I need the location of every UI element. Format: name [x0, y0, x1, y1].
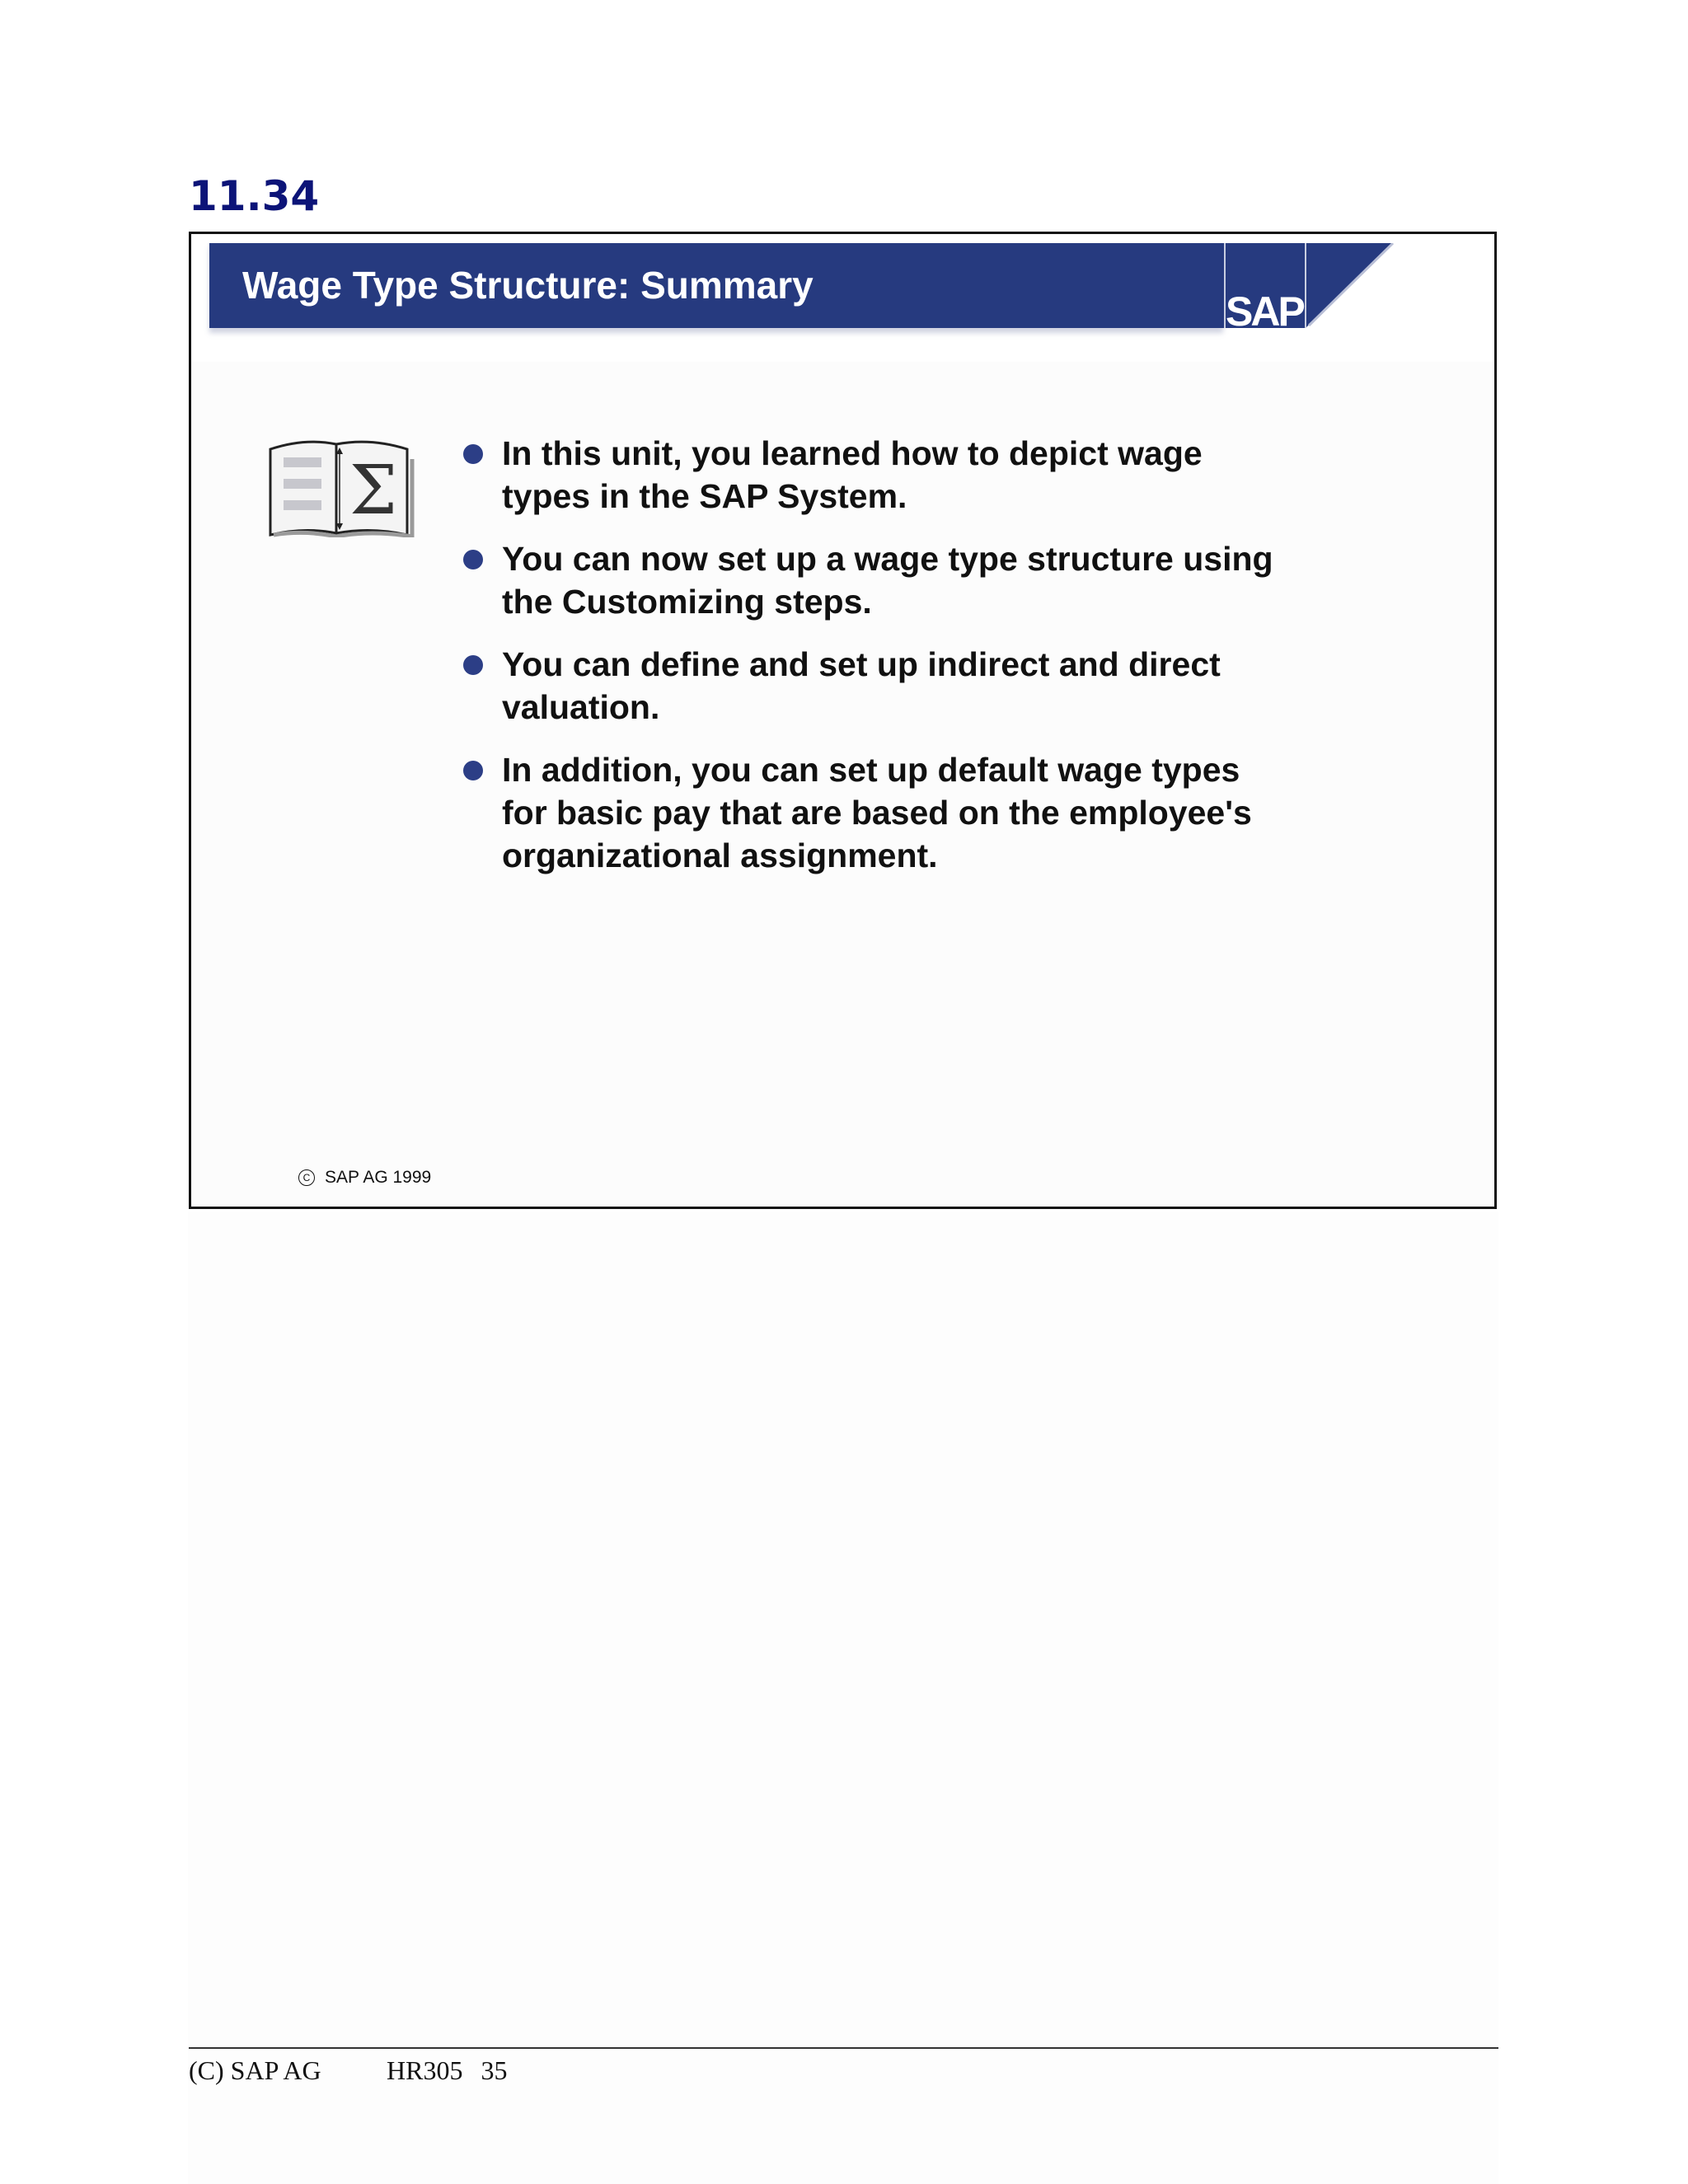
slide-frame	[189, 232, 1497, 1209]
bullet-dot-icon	[463, 444, 483, 464]
section-number: 11.34	[189, 172, 320, 220]
list-item	[463, 432, 1287, 518]
summary-bullet-list	[463, 432, 1287, 897]
footer-page-number: 35	[481, 2055, 508, 2085]
copyright-icon: C	[298, 1169, 315, 1186]
footer-divider	[189, 2047, 1498, 2049]
bullet-text: You can now set up a wage type structure using the Customizing steps.	[502, 540, 1273, 621]
page-background	[188, 1212, 1498, 2184]
list-item	[463, 643, 1287, 729]
footer-company: (C) SAP AG	[189, 2055, 321, 2085]
list-item	[463, 537, 1287, 623]
summary-book-sigma-icon	[264, 434, 415, 537]
page-footer	[189, 2055, 507, 2086]
bullet-dot-icon	[463, 550, 483, 569]
sap-logo	[1223, 243, 1396, 328]
bullet-text: You can define and set up indirect and direct valuation.	[502, 645, 1221, 726]
bullet-dot-icon	[463, 655, 483, 675]
footer-course: HR305	[387, 2055, 463, 2085]
bullet-text: In this unit, you learned how to depict wage types in the SAP System.	[502, 434, 1203, 515]
svg-text:Σ: Σ	[349, 452, 397, 530]
bullet-text: In addition, you can set up default wage types for basic pay that are based on the employee's organizational assignment.	[502, 751, 1252, 874]
slide-title: Wage Type Structure: Summary	[242, 264, 814, 307]
copyright-text: SAP AG 1999	[325, 1168, 432, 1187]
list-item	[463, 748, 1287, 877]
slide-copyright	[298, 1168, 431, 1188]
sap-logo-text: SAP	[1226, 288, 1303, 328]
slide-title-bar	[209, 243, 1223, 328]
bullet-dot-icon	[463, 761, 483, 780]
